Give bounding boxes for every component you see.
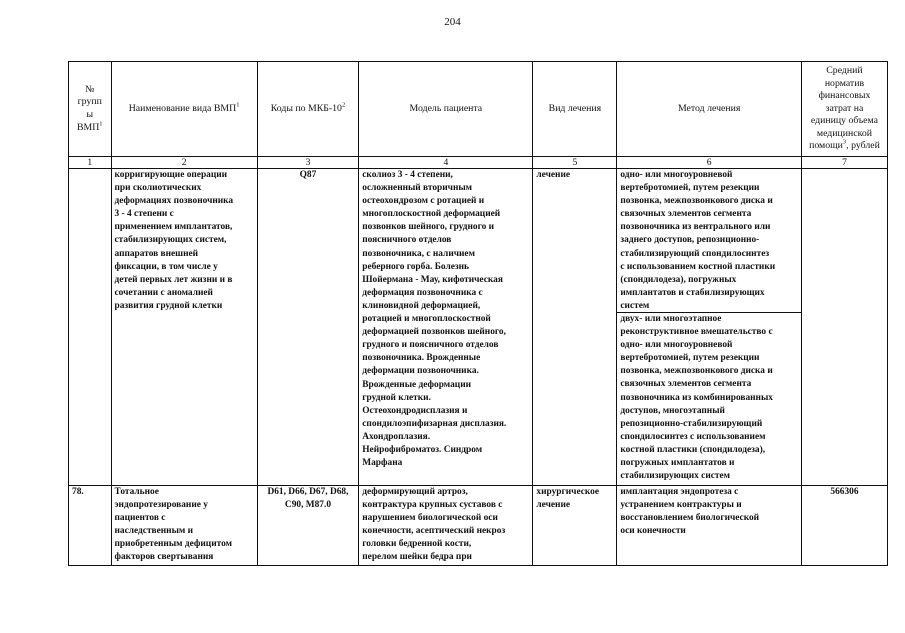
treatment-method: имплантация эндопротеза с устранением контрактуры и восстановлением биологической оси конечности [617, 486, 802, 566]
treatment-type: хирургическое лечение [533, 486, 617, 566]
column-number: 1 [69, 157, 112, 169]
header-type: Вид лечения [533, 62, 617, 157]
column-number: 5 [533, 157, 617, 169]
column-number: 7 [801, 157, 887, 169]
vmp-name: корригирующие операции при сколиотических деформациях позвоночника 3 - 4 степени с применением имплантатов, стабилизирующих систем, аппаратов внешней фиксации, в том числе у детей первых лет жизни и в сочетании с аномалией развития грудной клетки [111, 169, 257, 486]
cost-value [801, 169, 887, 486]
column-number: 6 [617, 157, 802, 169]
vmp-name: Тотальное эндопротезирование у пациентов с наследственным и приобретенным дефицитом факторов свертывания [111, 486, 257, 566]
page-number: 204 [444, 16, 461, 28]
header-name: Наименование вида ВМП$^1$ [111, 62, 257, 157]
header-cost: Средний норматив финансовых затрат на единицу объема медицинской помощи$^3$, рублей [801, 62, 887, 157]
table-row [69, 486, 888, 566]
patient-model: деформирующий артроз, контрактура крупных суставов с нарушением биологической оси конечности, асептический некроз головки бедренной кости, перелом шейки бедра при [359, 486, 533, 566]
treatment-method: двух- или многоэтапное реконструктивное вмешательство с одно- или многоуровневой вертебротомией, путем резекции позвонка, межпозвонкового диска и связочных элементов сегмента позвоночника из комбинированных доступов, многоэтапный репозиционно-стабилизирующий спондилосинтез с использованием костной пластики (спондилодеза), погружных имплантатов и стабилизирующих систем [620, 314, 773, 482]
table-row [69, 169, 888, 486]
header-group: № групп ы ВМП$^1$ [69, 62, 112, 157]
icd-codes: Q87 [257, 169, 359, 486]
header-model: Модель пациента [359, 62, 533, 157]
column-number: 3 [257, 157, 359, 169]
header-row [69, 62, 888, 157]
icd-codes: D61, D66, D67, D68, C90, M87.0 [257, 486, 359, 566]
treatment-method: одно- или многоуровневой вертебротомией, путем резекции позвонка, межпозвонкового диска и связочных элементов сегмента позвоночника из вентрального или заднего доступов, репозиционно- стабилизирующий спондилосинтез с использованием костной пластики (спондилодеза), погружных имплантатов и стабилизирующих систем [617, 169, 801, 313]
header-method: Метод лечения [617, 62, 802, 157]
column-number-row [69, 157, 888, 169]
patient-model: сколиоз 3 - 4 степени, осложненный вторичным остеохондрозом с ротацией и многоплоскостной деформацией позвонков шейного, грудного и поясничного отделов позвоночника, с наличием реберного горба. Болезнь Шойермана - Мау, кифотическая деформация позвоночника с клиновидной деформацией, ротацией и многоплоскостной деформацией позвонков шейного, грудного и поясничного отделов позвоночника. Врожденные деформации позвоночника. Врожденные деформации грудной клетки. Остеохондродисплазия и спондилоэпифизарная дисплазия. Ахондроплазия. Нейрофиброматоз. Синдром Марфана [359, 169, 533, 486]
treatment-type: лечение [533, 169, 617, 486]
vmp-table [68, 61, 888, 566]
group-number: 78. [69, 486, 112, 566]
treatment-methods [617, 169, 802, 486]
column-number: 4 [359, 157, 533, 169]
cost-value: 566306 [801, 486, 887, 566]
column-number: 2 [111, 157, 257, 169]
group-number [69, 169, 112, 486]
header-codes: Коды по МКБ-$10^2$ [257, 62, 359, 157]
